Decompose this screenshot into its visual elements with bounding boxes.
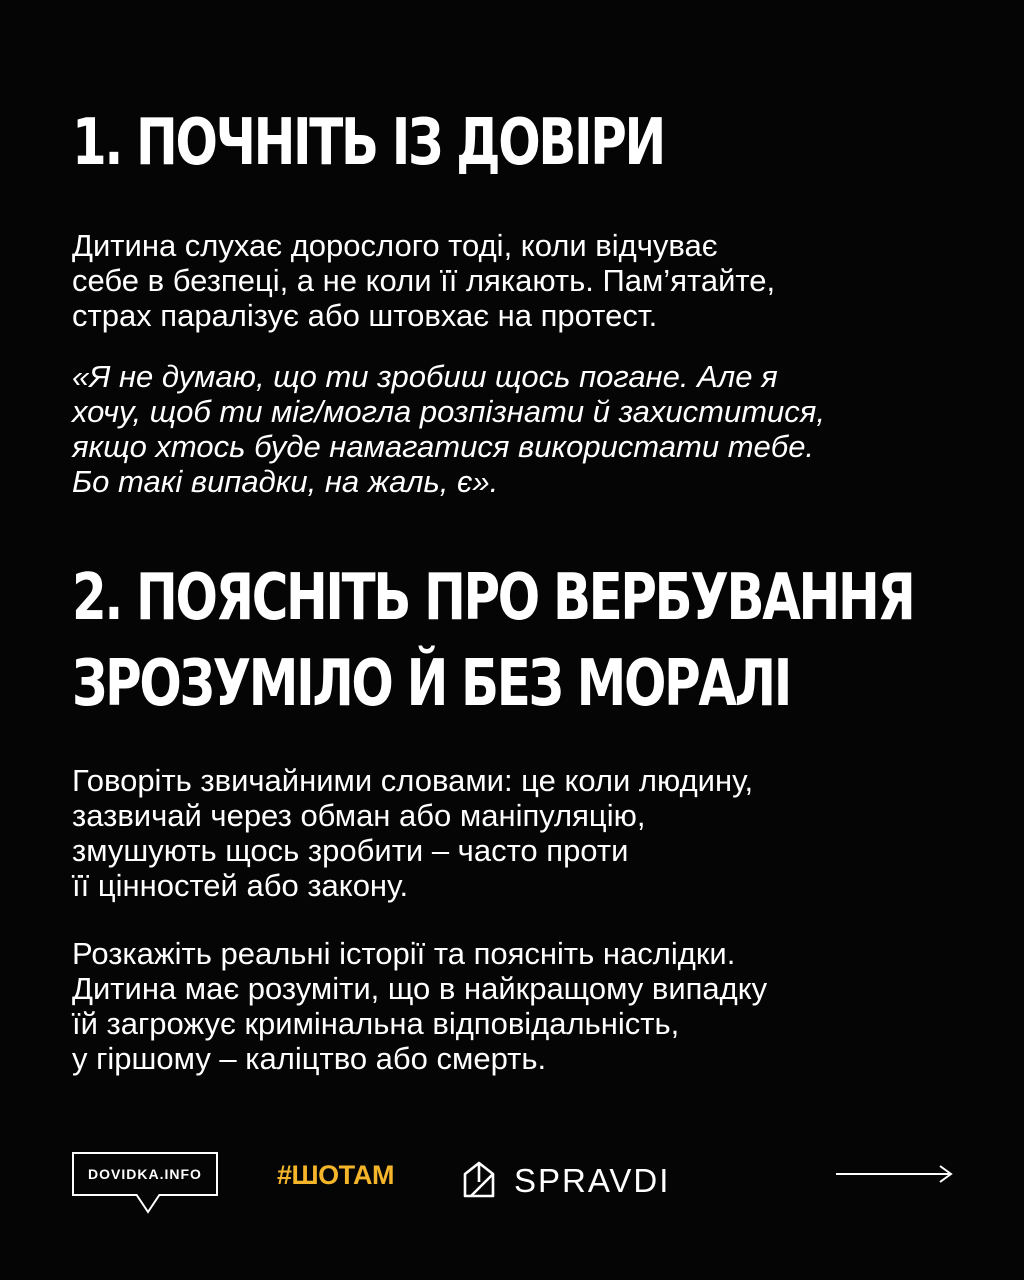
dovidka-logo-label: DOVIDKA.INFO [88,1166,202,1182]
footer [72,1152,952,1216]
section-2-paragraph-2: Розкажіть реальні історії та поясніть наслідки. Дитина має розуміти, що в найкращому випадку їй загрожує кримінальна відповідальність, у гіршому – каліцтво або смерть. [72,936,768,1076]
section-2-paragraph-1: Говоріть звичайними словами: це коли людину, зазвичай через обман або маніпуляцію, змушують щось зробити – часто проти її цінностей або закону. [72,763,754,903]
section-2-heading [72,555,1024,727]
section-1-paragraph: Дитина слухає дорослого тоді, коли відчуває себе в безпеці, а не коли її лякають. Пам’ятайте, страх паралізує або штовхає на протест. [72,228,776,333]
section-1-heading: 1. ПОЧНІТЬ ІЗ ДОВІРИ [72,106,664,180]
spravdi-logo-icon [462,1160,496,1200]
arrow-right-icon[interactable] [836,1164,954,1184]
speech-bubble-tail-icon [136,1194,160,1214]
spravdi-logo-label[interactable]: SPRAVDI [514,1162,671,1199]
section-2-heading-line-1: 2. ПОЯСНІТЬ ПРО ВЕРБУВАННЯ [72,561,914,635]
dovidka-logo[interactable] [72,1152,218,1196]
section-1-quote: «Я не думаю, що ти зробиш щось погане. Але я хочу, щоб ти міг/могла розпізнати й захиститися, якщо хтось буде намагатися використати тебе. Бо такі випадки, на жаль, є». [72,359,825,499]
section-2-heading-line-2: ЗРОЗУМІЛО Й БЕЗ МОРАЛІ [72,647,791,721]
shotam-hashtag[interactable]: #ШОТАМ [277,1160,394,1190]
